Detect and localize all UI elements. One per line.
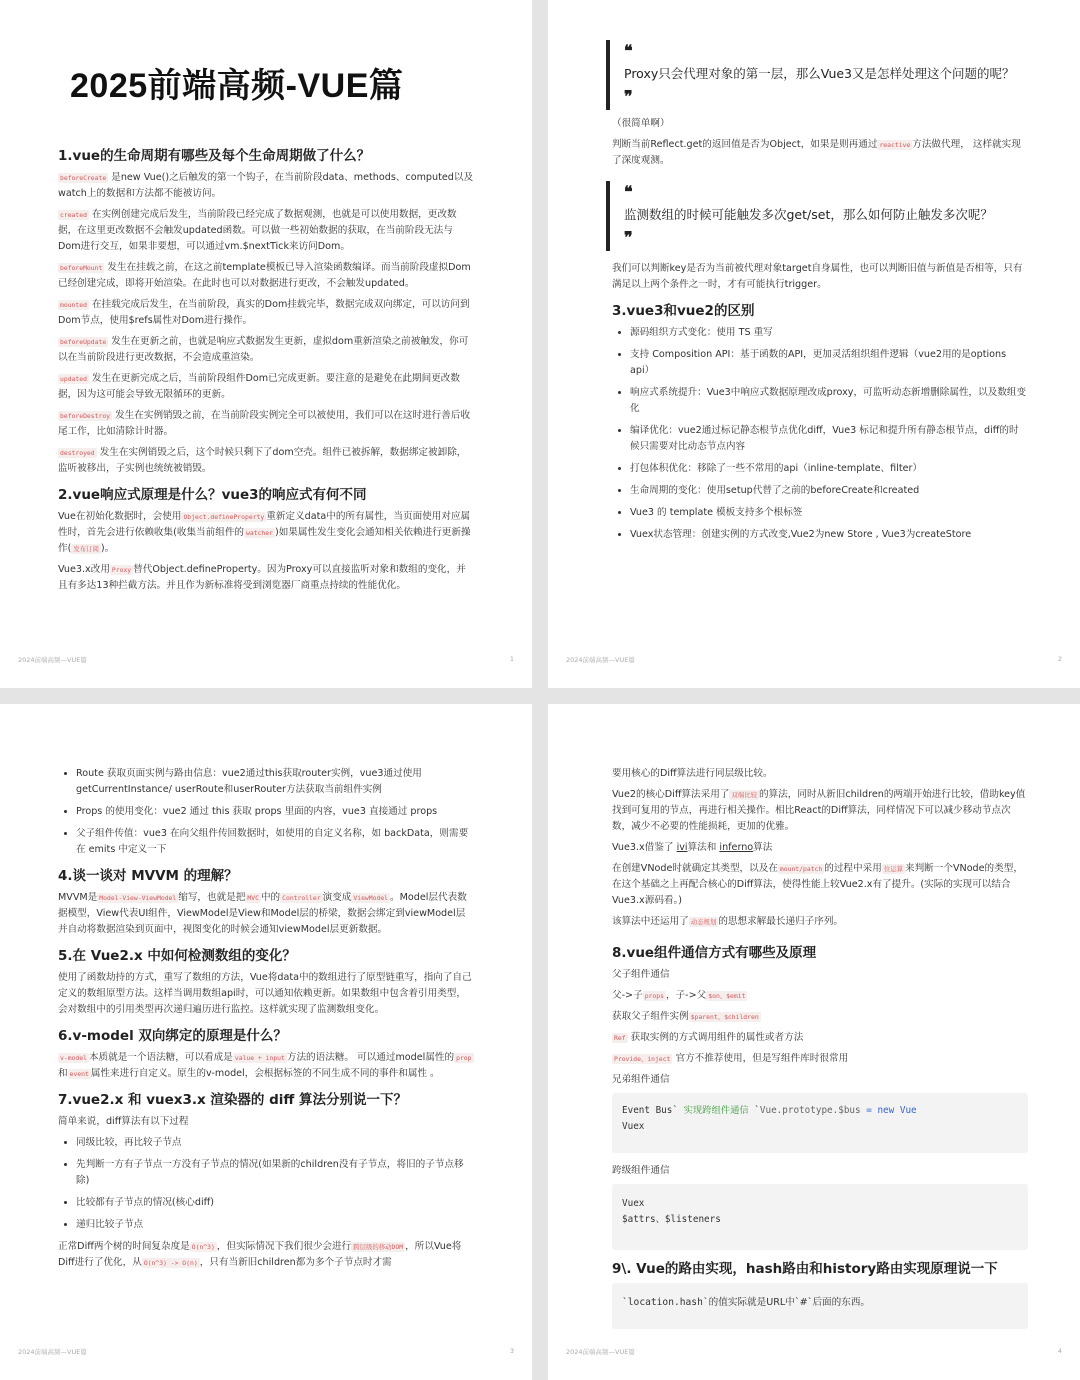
inline-code: Object.defineProperty	[183, 513, 265, 521]
parent-child-label: 父子组件通信	[612, 969, 670, 980]
text: 演变成	[322, 892, 352, 903]
quote-text: 监测数组的时候可能触发多次get/set，那么如何防止触发多次呢？	[624, 207, 993, 222]
ivi-link[interactable]: ivi	[676, 842, 688, 853]
q7-intro: 简单来说，diff算法有以下过程	[58, 1116, 189, 1127]
text: ，所以Vue将Diff进行了优化，从	[58, 1241, 462, 1268]
text: 官方不推荐使用，但是写组件库时很常用	[675, 1053, 849, 1064]
open-quote-icon: ❝	[624, 41, 633, 60]
q2-paragraph-1	[58, 509, 474, 557]
lifecycle-description: 发生在实例销毁之前，在当前阶段实例完全可以被使用，我们可以在这时进行善后收尾工作，比如清除计时器。	[58, 410, 471, 437]
text: 替代Object.defineProperty。因为Proxy可以直接监听对象和数组的变化，并且有多达13种拦截方法。并且作为新标准将受到浏览器厂商重点持续的性能优化。	[58, 564, 466, 591]
text: 在创建VNode时就确定其类型，以及在	[612, 863, 778, 874]
lifecycle-item	[58, 170, 474, 202]
lifecycle-item	[58, 260, 474, 292]
page-number: 1	[509, 655, 514, 663]
q5-paragraph: 使用了函数劫持的方式，重写了数组的方法，Vue将data中的数组进行了原型链重写，指向了自己定义的数组原型方法。这样当调用数组api时，可以通知依赖更新。如果数组中包含着引用类型，会对数组中的引用类型再次递归遍历进行监控。这样就实现了监测数组变化。	[58, 972, 472, 1015]
q4-heading: 4.谈一谈对 MVVM 的理解？	[58, 868, 238, 884]
inline-code: $on、$emit	[708, 992, 746, 1000]
footer-title: 2024前端高频—VUE篇	[566, 656, 635, 664]
inline-code: MVC	[247, 894, 259, 902]
text: 父->子	[612, 990, 643, 1001]
inline-code: 动态规划	[690, 918, 717, 926]
page-3	[0, 704, 532, 1380]
lifecycle-description: 发生在实例销毁之后，这个时候只剩下了dom空壳。组件已被拆解，数据绑定被卸除，监听被移出，子实例也统统被销毁。	[58, 447, 467, 474]
text: 判断当前Reflect.get的返回值是否为Object，如果是则再通过	[612, 139, 878, 150]
inline-code: Provide、inject	[614, 1055, 671, 1063]
lifecycle-hook-code: mounted	[60, 301, 87, 309]
lifecycle-hook-code: created	[60, 211, 87, 219]
inline-code: ViewModel	[353, 894, 389, 902]
q7-heading: 7.vue2.x 和 vuex3.x 渲染器的 diff 算法分别说一下？	[58, 1092, 408, 1108]
text: )如果属性发生变化会通知相关依赖进行更新操作(	[58, 527, 471, 554]
text: 重新定义data中的所有属性，当页面使用对应属性时，首先会进行依赖收集(收集当前组件的	[58, 511, 471, 538]
q6-heading: 6.v-model 双向绑定的原理是什么？	[58, 1028, 287, 1044]
lifecycle-hook-code: beforeDestroy	[60, 412, 111, 420]
document-title: 2025前端高频-VUE篇	[70, 67, 404, 105]
vue3-changes-list	[58, 766, 474, 858]
text: 的算法，同时从新旧children的两端开始进行比较，借助key值找到可复用的节点，再进行相关操作。相比React的Diff算法，同样情况下可以减少移动节点次数，减少不必要的性能损耗，更加的优雅。	[612, 789, 1026, 832]
code-token: `location.hash`	[622, 1297, 709, 1308]
page-footer	[566, 655, 1062, 664]
list-item: • 比较都有子节点的情况(核心diff)	[76, 1195, 474, 1211]
text: 的过程中采用	[824, 863, 882, 874]
q3-heading: 3.vue3和vue2的区别	[612, 303, 755, 319]
text: 本质就是一个语法糖，可以看成是	[88, 1052, 233, 1063]
text: 获取实例的方式调用组件的属性或者方法	[630, 1032, 804, 1043]
text: 获取父子组件实例	[612, 1011, 689, 1022]
text: 缩写，也就是把	[178, 892, 246, 903]
page-4	[548, 704, 1080, 1380]
lifecycle-description: 在挂载完成后发生，在当前阶段，真实的Dom挂载完毕，数据完成双向绑定，可以访问到Dom节点，使用$refs属性对Dom进行操作。	[58, 299, 470, 326]
page-1	[0, 0, 532, 688]
page-footer	[18, 1347, 514, 1356]
inline-code: O(n^3)	[191, 1243, 215, 1251]
open-quote-icon: ❝	[624, 182, 633, 201]
footer-title: 2024前端高频—VUE篇	[18, 1348, 87, 1356]
footer-title: 2024前端高频—VUE篇	[18, 656, 87, 664]
inline-code: props	[644, 992, 664, 1000]
lifecycle-description: 发生在更新完成之后，当前阶段组件Dom已完成更新。要注意的是避免在此期间更改数据，因为这可能会导致无限循环的更新。	[58, 373, 460, 400]
lifecycle-hook-code: beforeUpdate	[60, 338, 107, 346]
text: Vue在初始化数据时，会使用	[58, 511, 182, 522]
q2-paragraph-2	[58, 562, 474, 594]
list-item: • 递归比较子节点	[76, 1217, 474, 1233]
paragraph	[612, 861, 1028, 909]
list-item: • 生命周期的变化：使用setup代替了之前的beforeCreate和created	[630, 483, 1028, 499]
code-token: Vue	[899, 1105, 917, 1116]
inline-code: mount/patch	[779, 865, 823, 873]
inline-code: 位运算	[883, 865, 903, 873]
text: 的思想求解最长递归子序列。	[718, 916, 844, 927]
text: 方法的语法糖。 可以通过model属性的	[286, 1052, 455, 1063]
code-token: 实现跨组件通信	[683, 1105, 749, 1116]
footer-title: 2024前端高频—VUE篇	[566, 1348, 635, 1356]
lifecycle-hook-code: beforeCreate	[60, 174, 107, 182]
text: ，只有当新旧children都为多个子节点时才需	[199, 1257, 392, 1268]
paragraph	[612, 1009, 1028, 1025]
q9-heading: 9\. Vue的路由实现，hash路由和history路由实现原理说一下	[612, 1261, 998, 1277]
list-item: • 父子组件传值：vue3 在向父组件传回数据时，如使用的自定义名称，如 backData，则需要在 emits 中定义一下	[76, 826, 474, 858]
code-token: Event Bus	[622, 1105, 673, 1116]
paragraph	[612, 137, 1028, 169]
list-item: • 响应式系统提升：Vue3中响应式数据原理改成proxy，可监听动态新增删除属性，以及数组变化	[630, 385, 1028, 417]
paragraph	[612, 787, 1028, 835]
lifecycle-item	[58, 408, 474, 440]
lifecycle-item	[58, 371, 474, 403]
text: 方法做代理， 这样就实现了深度观测。	[612, 139, 1021, 166]
list-item: • 编译优化：vue2通过标记静态根节点优化diff，Vue3 标记和提升所有静态根节点，diff的时候只需要对比动态节点内容	[630, 423, 1028, 455]
text: 来判断一个VNode的类型，在这个基础之上再配合核心的Diff算法，使得性能上较Vue2.x有了提升。(实际的实现可以结合Vue3.x源码看。)	[612, 863, 1023, 906]
text: Vue3.x改用	[58, 564, 110, 575]
text: ，但实际情况下我们很少会进行	[216, 1241, 352, 1252]
page-number: 3	[509, 1347, 514, 1355]
q8-heading: 8.vue组件通信方式有哪些及原理	[612, 945, 817, 961]
paragraph	[612, 988, 1028, 1004]
cross-level-label: 跨级组件通信	[612, 1165, 670, 1176]
lifecycle-item	[58, 207, 474, 255]
text: 中的	[260, 892, 281, 903]
paragraph	[612, 1030, 1028, 1046]
text: 和	[58, 1068, 68, 1079]
paragraph	[612, 914, 1028, 930]
inline-code: 双端比较	[731, 791, 757, 799]
inline-code: v-model	[60, 1054, 87, 1062]
paragraph	[612, 840, 1028, 856]
code-line: Vuex	[622, 1198, 645, 1209]
list-item: • 源码组织方式变化：使用 TS 重写	[630, 325, 1028, 341]
page-number: 4	[1057, 1347, 1062, 1355]
page-footer	[18, 655, 514, 664]
diff-steps-list	[58, 1135, 474, 1233]
q1-heading: 1.vue的生命周期有哪些及每个生命周期做了什么？	[58, 148, 371, 164]
code-token: Vue.prototype.$bus	[759, 1105, 861, 1116]
inline-code: watcher	[246, 529, 273, 537]
inline-code: O(n^3) -> O(n)	[143, 1259, 198, 1267]
inline-code: reactive	[879, 141, 911, 149]
paragraph: 要用核心的Diff算法进行同层级比较。	[612, 768, 773, 779]
code-line: $attrs、$listeners	[622, 1214, 721, 1225]
list-item: • 同级比较，再比较子节点	[76, 1135, 474, 1151]
list-item: • Props 的使用变化：vue2 通过 this 获取 props 里面的内容，vue3 直接通过 props	[76, 804, 474, 820]
text: 该算法中还运用了	[612, 916, 689, 927]
lifecycle-hook-code: beforeMount	[60, 264, 103, 272]
list-item: • 支持 Composition API：基于函数的API，更加灵活组织组件逻辑（vue2用的是options api）	[630, 347, 1028, 379]
blockquote	[606, 40, 1028, 110]
inline-code: Model-View-ViewModel	[99, 894, 177, 902]
code-block	[612, 1184, 1028, 1250]
text: 属性来进行自定义。原生的v-model，会根据标签的不同生成不同的事件和属性 。	[90, 1068, 440, 1079]
q5-heading: 5.在 Vue2.x 中如何检测数组的变化？	[58, 948, 296, 964]
code-line: Event Bus` 实现跨组件通信 `Vue.prototype.$bus = new Vue	[622, 1105, 917, 1116]
code-token: =	[866, 1105, 872, 1116]
lifecycle-hook-code: updated	[60, 375, 87, 383]
text: 算法	[753, 842, 773, 853]
q2-heading: 2.vue响应式原理是什么？vue3的响应式有何不同	[58, 487, 367, 503]
text: 。Model层代表数据模型，View代表UI组件，ViewModel是View和Model层的桥梁，数据会绑定到viewModel层并自动将数据渲染到页面中，视图变化的时候会通知viewModel层更新数据。	[58, 892, 467, 935]
q7-paragraph	[58, 1239, 474, 1271]
page-2	[548, 0, 1080, 688]
list-item: • Route 获取页面实例与路由信息：vue2通过this获取router实例，vue3通过使用 getCurrentInstance/ userRoute和userRouter方法获取当前组件实例	[76, 766, 474, 798]
inline-code: $parent、$children	[690, 1013, 759, 1021]
text: )。	[100, 543, 115, 554]
lifecycle-item	[58, 334, 474, 366]
text: ，子->父	[665, 990, 707, 1001]
page-footer	[566, 1347, 1062, 1356]
vue3-vue2-diff-list	[612, 325, 1028, 543]
inline-code: Proxy	[111, 566, 132, 574]
inline-code: Controller	[282, 894, 321, 902]
inline-code: 跨层级的移动DOM	[353, 1243, 404, 1251]
inline-code: prop	[456, 1054, 472, 1062]
paragraph: 我们可以判断key是否为当前被代理对象target自身属性，也可以判断旧值与新值是否相等，只有满足以上两个条件之一时，才有可能执行trigger。	[612, 263, 1023, 290]
lifecycle-description: 发生在挂载之前，在这之前template模板已导入渲染函数编译。而当前阶段虚拟Dom已经创建完成，即将开始渲染。在此时也可以对数据进行更改，不会触发updated。	[58, 262, 471, 289]
text: 算法和	[687, 842, 720, 853]
text: MVVM是	[58, 892, 98, 903]
inline-code: Ref	[614, 1034, 626, 1042]
lifecycle-item	[58, 297, 474, 329]
paragraph	[612, 1051, 1028, 1067]
inferno-link[interactable]: inferno	[719, 842, 754, 853]
close-quote-icon: ❞	[624, 228, 633, 247]
list-item: • 打包体积优化：移除了一些不常用的api（inline-template、filter）	[630, 461, 1028, 477]
lifecycle-hook-code: destroyed	[60, 449, 95, 457]
lifecycle-item	[58, 445, 474, 477]
text: Vue3.x借鉴了	[612, 842, 677, 853]
list-item: • Vuex状态管理：创建实例的方式改变,Vue2为new Store , Vue3为createStore	[630, 527, 1028, 543]
q6-paragraph	[58, 1050, 474, 1082]
code-block	[612, 1093, 1028, 1153]
blockquote	[606, 181, 1028, 251]
page-number: 2	[1057, 655, 1062, 663]
text: Vue2的核心Diff算法采用了	[612, 789, 730, 800]
inline-code: 发布订阅	[73, 545, 99, 553]
note: （很简单啊）	[612, 118, 670, 129]
text: 正常Diff两个树的时间复杂度是	[58, 1241, 190, 1252]
code-line: Vuex	[622, 1121, 645, 1132]
lifecycle-list	[58, 170, 474, 477]
text: 的值实际就是URL中`#`后面的东西。	[708, 1297, 871, 1308]
inline-code: value + input	[234, 1054, 285, 1062]
close-quote-icon: ❞	[624, 87, 633, 106]
code-token: new	[877, 1105, 895, 1116]
sibling-label: 兄弟组件通信	[612, 1074, 670, 1085]
list-item: • 先判断一方有子节点一方没有子节点的情况(如果新的children没有子节点，将旧的子节点移除)	[76, 1157, 474, 1189]
code-block	[612, 1283, 1028, 1329]
lifecycle-description: 发生在更新之前，也就是响应式数据发生更新，虚拟dom重新渲染之前被触发，你可以在当前阶段进行更改数据，不会造成重渲染。	[58, 336, 469, 363]
quote-text: Proxy只会代理对象的第一层，那么Vue3又是怎样处理这个问题的呢？	[624, 66, 1015, 81]
inline-code: event	[69, 1070, 89, 1078]
lifecycle-description: 在实例创建完成后发生，当前阶段已经完成了数据观测，也就是可以使用数据，更改数据，在这里更改数据不会触发updated函数。可以做一些初始数据的获取，在当前阶段无法与Dom进行交互，如果非要想，可以通过vm.$nextTick来访问Dom。	[58, 209, 457, 252]
q4-paragraph	[58, 890, 474, 938]
list-item: • Vue3 的 template 模板支持多个根标签	[630, 505, 1028, 521]
lifecycle-description: 是new Vue()之后触发的第一个钩子，在当前阶段data、methods、computed以及watch上的数据和方法都不能被访问。	[58, 172, 474, 199]
